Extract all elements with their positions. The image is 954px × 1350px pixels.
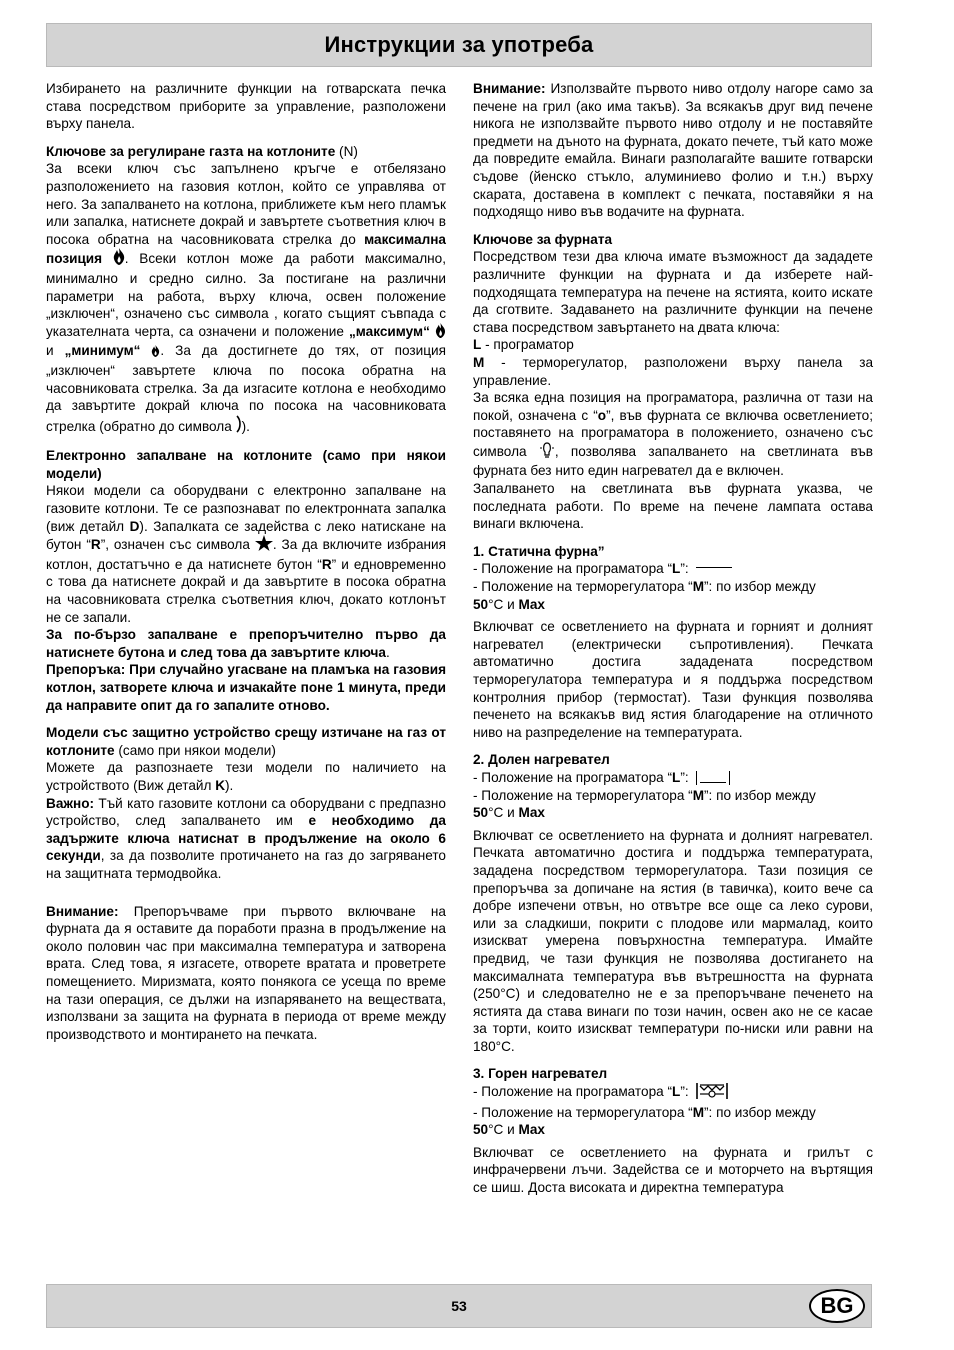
l-letter: L: [473, 337, 482, 353]
safety-text-1-end: ).: [225, 777, 234, 793]
s1-m: M: [692, 579, 705, 595]
s2-m: M: [692, 787, 705, 803]
s1-heading: 1. Статична фурна”: [473, 543, 605, 559]
page-number: 53: [451, 1298, 467, 1314]
s3-description: Включват се осветлението на фурната и грилът с инфрачервени лъчи. Задейства се и моторчето на въртящия се шиш. Доста високата и директна температура: [473, 1144, 873, 1196]
safety-heading-suffix: (само при някои модели): [114, 742, 276, 758]
s3-heading: 3. Горен нагревател: [473, 1066, 608, 1082]
oven-text-2a: За всяка една позиция на програматора, различна от тази на покой, означена с “: [473, 390, 873, 423]
attention-text-right: Използвайте първото ниво отдолу нагоре само за печене на грил (ако има такъв). За всякакъв друг вид печене никога не използвайте първото ниво отдолу и не поставяйте предмети на дъното на фурната, докато печете, тъй като може да повредите емайла. Винаги разполагайте вашите готварски съдове (йенско стъкло, алуминиево фолио и т.н.) върху скарата, доставена в комплект с печката, поставяйки я на подходящо ниво във водачите на фурната.: [473, 81, 873, 220]
electronic-text-3: ”, означен със символа: [100, 537, 255, 553]
electronic-text-2: ). Запалката се задейства с леко натискане на бутон “: [46, 518, 446, 553]
electronic-text-1: Някои модели са оборудвани с електронно запалване на газовите котлони. Те се разпознават по електронната запалка (виж детайл: [46, 483, 446, 534]
burners-section: Ключове за регулиране газта на котлоните (N) За всеки ключ със запълнено кръгче е отбелязано разположението на газовия котлон, който се управлява от него. За запалването на котлона, приближете към него пламък или запалка, натиснете докрай и завъртете съответния ключ в посока обратна на часовниковата стрелка до максимална позиция . Всеки котлон може да работи максимално, минимално и средно силно. За постигане на различни параметри на работа, върху ключа, освен положение „изключен“, означено със символа , когато същият съвпада с указателната черта, са означени и положение „максимум“ и „минимум“ . За да достигнете до тях, от позиция „изключен“ завъртете ключа по посока обратна на часовниковата стрелка. За да изгасите котлона е необходимо да завъртите докрай ключа по посока на часовниковата стрелка (обратно до символа ).: [46, 143, 446, 438]
important-bold: е необходимо да задържите ключа натиснат в продължение на около 6 секунди: [46, 813, 446, 864]
s2-heading: 2. Долен нагревател: [473, 752, 610, 768]
electronic-section: [46, 447, 446, 714]
attention-label-left: Внимание:: [46, 903, 119, 919]
title-banner: [46, 23, 872, 67]
s3-l: L: [672, 1084, 681, 1100]
s1-temp-50: 50: [473, 596, 489, 612]
lower-heater-icon: [696, 771, 730, 785]
electronic-bold-1-end: .: [385, 644, 390, 660]
and-word: и: [46, 343, 65, 359]
oven-text-2c: , позволява запалването на светлината във фурната без нито един нагревател да е включен.: [473, 443, 873, 479]
electronic-text-5: ” и едновременно с това да натиснете докрай и да завъртите в посока обратна на часовниковата стрелка съответния ключ, докато котлонът не се запали.: [46, 556, 446, 625]
detail-k: K: [215, 777, 226, 793]
s2-max: Max: [518, 805, 545, 821]
o-letter: o: [597, 407, 607, 423]
static-oven-icon: [696, 567, 732, 572]
s1-therm-a: - Положение на терморегулатора “: [473, 579, 693, 595]
intro-paragraph: Избирането на различните функции на готварската печка става посредством приборите за управление, разположени върху панела.: [46, 81, 446, 132]
s1-description: Включват се осветлението на фурната и горният и долният нагревател (електрически съпротивления). Печката автоматично достига зададената посредством терморегулатора температура и я поддържа посредством контролния прибор (термостат). Тази функция позволява печенето на всякакъв вид ястия благодарение на отличното ниво на разпределение на температурата.: [473, 619, 873, 740]
l-desc: - програматор: [481, 337, 574, 353]
s3-max: Max: [518, 1122, 545, 1138]
small-flame-icon: [151, 344, 160, 362]
s1-deg: °C и: [488, 596, 519, 612]
safety-section: [46, 724, 446, 882]
upper-heater-icon: [696, 1083, 728, 1104]
button-r-2: R: [321, 556, 332, 572]
s2-therm-b: ”: по избор между: [704, 787, 816, 803]
detail-d: D: [129, 518, 140, 534]
s3-deg: °C и: [488, 1122, 519, 1138]
s3-prog-b: ”:: [680, 1084, 693, 1100]
oven-heading: Ключове за фурната: [473, 231, 613, 247]
burners-text-1: За всеки ключ със запълнено кръгче е отбелязано разположението на газовия котлон, който се управлява от него. За запалването на котлона, приближете към него пламък или запалка, натиснете докрай и завъртете съответния ключ в посока обратна на часовниковата стрелка до: [46, 161, 446, 247]
attention-text-left: Препоръчваме при първото включване на фурната да я оставите да поработи празна в продължение на около половин час при максимална температура и затворена врата. След това, я изгасете, отворете вратата и проветрете помещението. Миризмата, която понякога се усеща по време на тази операция, се дължи на изпаряването на веществата, използвани за защита на фурната в периода от време между производството и монтирането на печката.: [46, 903, 446, 1042]
s1-l: L: [672, 561, 681, 577]
burners-text-2: . Всеки котлон може да работи максимално, минимално и средно силно. За постигане на различни параметри на работа, върху ключа, освен положение „изключен“, означено със символа , когато същият съвпада с указателната черта, са означени и положение: [46, 251, 447, 339]
upper-heater-section: [473, 1065, 873, 1138]
safety-text-1: Можете да разпознаете тези модели по наличието на устройството (Виж детайл: [46, 760, 446, 793]
important-text-2: , за да позволите протичането на газ до загряването на защитната термодвойка.: [46, 848, 446, 881]
oven-keys-section: [473, 231, 873, 533]
s3-temp-50: 50: [473, 1122, 489, 1138]
electronic-bold-2: Препоръка: При случайно угасване на пламъка на газовия котлон, затворете ключа и изчакайте поне 1 минута, преди да направите опит да го запалите отново.: [46, 662, 446, 713]
s3-m: M: [692, 1104, 705, 1120]
left-column: [46, 80, 446, 1043]
oven-text-3: Запалването на светлината във фурната указва, че последната работи. По време на печене лампата остава винаги включена.: [473, 481, 873, 532]
s1-therm-b: ”: по избор между: [704, 579, 816, 595]
s3-prog-a: - Положение на програматора “: [473, 1084, 672, 1100]
important-text-1: Тъй като газовите котлони са оборудвани с предпазно устройство, след запалването им: [46, 795, 446, 829]
m-letter: M: [473, 354, 485, 370]
s2-therm-a: - Положение на терморегулатора “: [473, 787, 693, 803]
safety-heading: Модели със защитно устройство срещу изтичане на газ от котлоните: [46, 725, 446, 758]
oven-text-1: Посредством тези два ключа имате възможност да зададете различните функции на фурната и да изберете най-подходящата температура на печене на ястията, които искате да сготвите. Задаването на различните функции на печене става посредством завъртането на двата ключа:: [473, 249, 873, 335]
s1-max: Max: [518, 596, 545, 612]
oven-text-2b: ”, във фурната се включва осветлението; поставянето на програматора в положението, означено със символа: [473, 407, 873, 459]
flame-icon: [435, 323, 446, 343]
right-column: [473, 80, 873, 1197]
min-label: „минимум“: [64, 343, 141, 359]
important-label: Важно:: [46, 795, 95, 811]
spark-star-icon: [255, 535, 273, 556]
s2-prog-b: ”:: [680, 769, 693, 785]
page-title: Инструкции за употреба: [324, 32, 594, 57]
m-desc: - терморегулатор, разположени върху панела за управление.: [473, 354, 873, 388]
s1-prog-b: ”:: [680, 561, 693, 577]
s2-l: L: [672, 769, 681, 785]
s2-description: Включват се осветлението на фурната и долният нагревател. Печката автоматично достига и поддържа температурата, зададена посредством терморегулатора. Тази позиция се препоръчва за допичане на ястия (в тавичка), които вече са добре изпечени отвън, но отвътре все още са леко сурови, или за сладкиши, покрити с плодове или мармалад, които изискват умерена повърхностна температура. Имайте предвид, че тази функция не позволява достигането на максималната температура във вътрешността на фурната (250°C) и следователно не е за препоръчване печенето на ястията да става винаги по този начин, освен ако не се касае за торти, които изискват температури по-ниски или равни на 180°C.: [473, 827, 873, 1054]
s3-therm-a: - Положение на терморегулатора “: [473, 1104, 693, 1120]
burners-heading-suffix: (N): [335, 143, 358, 159]
electronic-text-4: . За да включите избрания котлон, достатъчно е да натиснете бутон “: [46, 537, 446, 572]
static-oven-section: [473, 543, 873, 613]
burners-text-3: За да достигнете до тях, от позиция „изключен“ завъртете ключа по посока обратна на часовниковата стрелка. За да изгасите котлона е необходимо да завъртите докрай ключа по посока на часовниковата стрелка (обратно до символа: [46, 343, 447, 434]
electronic-bold-1: За по-бързо запалване е препоръчително първо да натиснете бутона и след това да завъртите ключа: [46, 627, 446, 660]
oven-lamp-icon: [539, 442, 555, 463]
max-label: „максимум“: [349, 323, 430, 339]
footer-banner: [46, 1284, 872, 1328]
s3-therm-b: ”: по избор между: [704, 1104, 816, 1120]
language-badge: BG: [809, 1289, 865, 1323]
attention-right: [473, 80, 873, 221]
max-position-label: максимална позиция: [46, 231, 446, 267]
burners-text-3-end: ).: [241, 418, 250, 434]
flame-icon: [113, 248, 125, 270]
s2-temp-50: 50: [473, 805, 489, 821]
electronic-heading: Електронно запалване на котлоните (само при някои модели): [46, 448, 446, 481]
s2-prog-a: - Положение на програматора “: [473, 769, 672, 785]
burners-heading: Ключове за регулиране газта на котлоните: [46, 143, 336, 159]
button-r: R: [90, 537, 101, 553]
s2-deg: °C и: [488, 805, 519, 821]
s1-prog-a: - Положение на програматора “: [473, 561, 672, 577]
lower-heater-section: [473, 751, 873, 821]
attention-left: [46, 903, 446, 1044]
attention-label-right: Внимание:: [473, 81, 546, 96]
